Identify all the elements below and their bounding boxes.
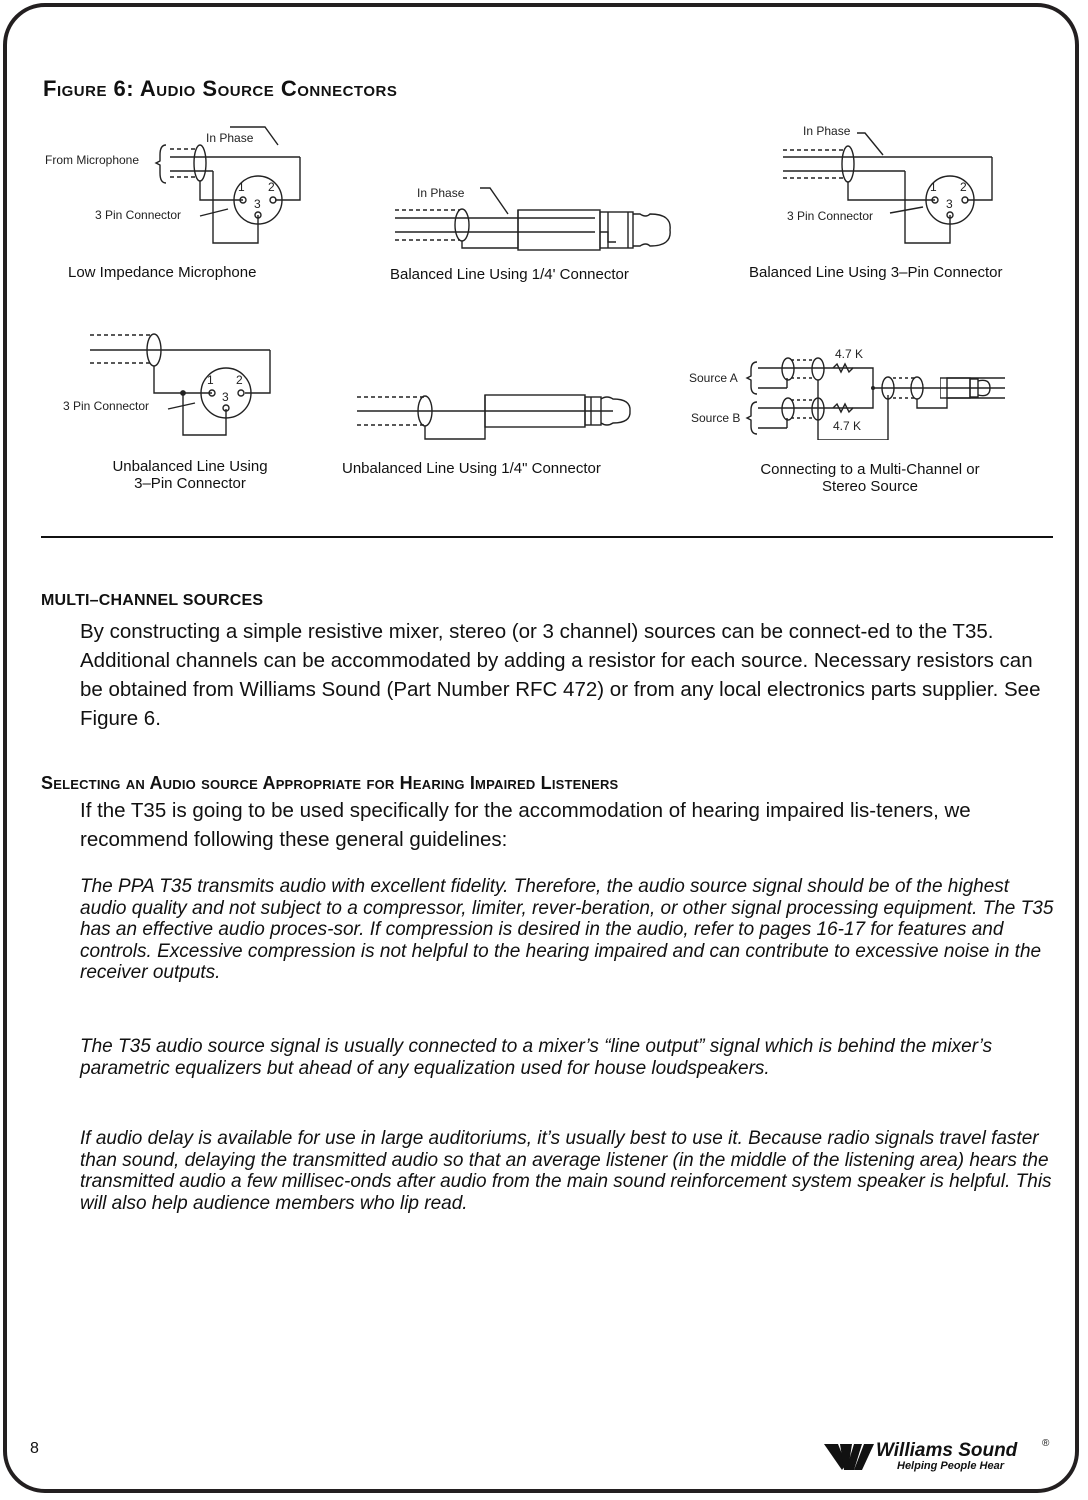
pin-3-label: 3 [946, 197, 953, 211]
registered-mark: ® [1042, 1438, 1050, 1449]
heading-multi-channel-sources: MULTI–CHANNEL SOURCES [41, 592, 264, 609]
section-divider [41, 536, 1053, 538]
heading-selecting-audio-source: Selecting an Audio source Appropriate for Hearing Impaired Listeners [41, 773, 619, 793]
in-phase-label: In Phase [417, 186, 465, 200]
resistor-bottom-label: 4.7 K [833, 419, 862, 433]
brand-tagline: Helping People Hear [897, 1460, 1004, 1472]
diagram-balanced-3pin [775, 115, 1055, 255]
page-number: 8 [30, 1440, 39, 1457]
diagram-balanced-quarter [390, 180, 680, 260]
caption-unbalanced-3pin [100, 458, 280, 492]
connector-label: 3 Pin Connector [63, 399, 150, 413]
brand-name: Williams Sound [876, 1440, 1018, 1461]
connector-label: 3 Pin Connector [95, 208, 182, 222]
diagram-low-impedance-mic [30, 115, 360, 255]
source-b-label: Source B [691, 411, 741, 425]
in-phase-label: In Phase [206, 131, 254, 145]
diagram-unbalanced-3pin [40, 325, 340, 445]
pin-2-label: 2 [960, 180, 967, 194]
resistor-top-label: 4.7 K [835, 347, 864, 361]
source-a-label: Source A [689, 371, 738, 385]
caption-balanced-quarter: Balanced Line Using 1/4' Connector [390, 266, 629, 283]
guideline-line-output: The T35 audio source signal is usually connected to a mixer’s “line output” signal which is behind the mixer’s parametric equalizers but ahead of any equalization used for house loudspeakers. [80, 1036, 993, 1079]
connector-label: 3 Pin Connector [787, 209, 874, 223]
in-phase-label: In Phase [803, 124, 851, 138]
caption-line-1: Connecting to a Multi-Channel or [760, 461, 980, 478]
pin-2-label: 2 [268, 180, 275, 194]
ws-logo-mark-icon [824, 1442, 876, 1472]
caption-low-impedance-mic: Low Impedance Microphone [68, 264, 257, 281]
caption-multi-channel [735, 461, 1005, 495]
figure-title: Figure 6: Audio Source Connectors [43, 76, 398, 101]
pin-3-label: 3 [222, 390, 229, 404]
pin-1-label: 1 [207, 373, 214, 387]
paragraph-intro: If the T35 is going to be used specifically for the accommodation of hearing impaired lis-teners, we recommend following these general guidelines: [80, 799, 971, 851]
williams-sound-logo [824, 1440, 1064, 1476]
caption-line-2: Stereo Source [822, 478, 918, 495]
pin-2-label: 2 [236, 373, 243, 387]
from-microphone-label: From Microphone [45, 153, 140, 167]
pin-1-label: 1 [930, 180, 937, 194]
pin-1-label: 1 [238, 180, 245, 194]
pin-3-label: 3 [254, 197, 261, 211]
diagram-unbalanced-quarter [355, 385, 645, 445]
paragraph-multi-channel: By constructing a simple resistive mixer, stereo (or 3 channel) sources can be connect-ed to the T35. Additional channels can be accommodated by adding a resistor for each source. Necessary resistors can be obtained from Williams Sound (Part Number RFC 472) or from any local electronics parts supplier. See Figure 6. [80, 620, 1041, 730]
plug-multi-channel [940, 370, 1000, 406]
caption-unbalanced-quarter: Unbalanced Line Using 1/4" Connector [342, 460, 601, 477]
caption-line-1: Unbalanced Line Using [112, 458, 268, 475]
caption-line-2: 3–Pin Connector [134, 475, 246, 492]
caption-balanced-3pin: Balanced Line Using 3–Pin Connector [749, 264, 1003, 281]
guideline-audio-delay: If audio delay is available for use in large auditoriums, it’s usually best to use it. Because radio signals travel faster than sound, delaying the transmitted audio so that an average listener (in the middle of the listening area) hears the transmitted audio a few millisec-onds after audio from the main sound reinforcement system speaker is helpful. This will also help audience members who lip read. [80, 1128, 1052, 1214]
guideline-fidelity: The PPA T35 transmits audio with excellent fidelity. Therefore, the audio source signal should be of the highest audio quality and not subject to a compressor, limiter, rever-beration, or other signal processing equipment. The T35 has an effective audio proces-sor. If compression is desired in the audio, refer to pages 16-17 for features and controls. Excessive compression is not helpful to the hearing impaired and can contribute to excessive noise in the receiver outputs. [80, 876, 1054, 983]
